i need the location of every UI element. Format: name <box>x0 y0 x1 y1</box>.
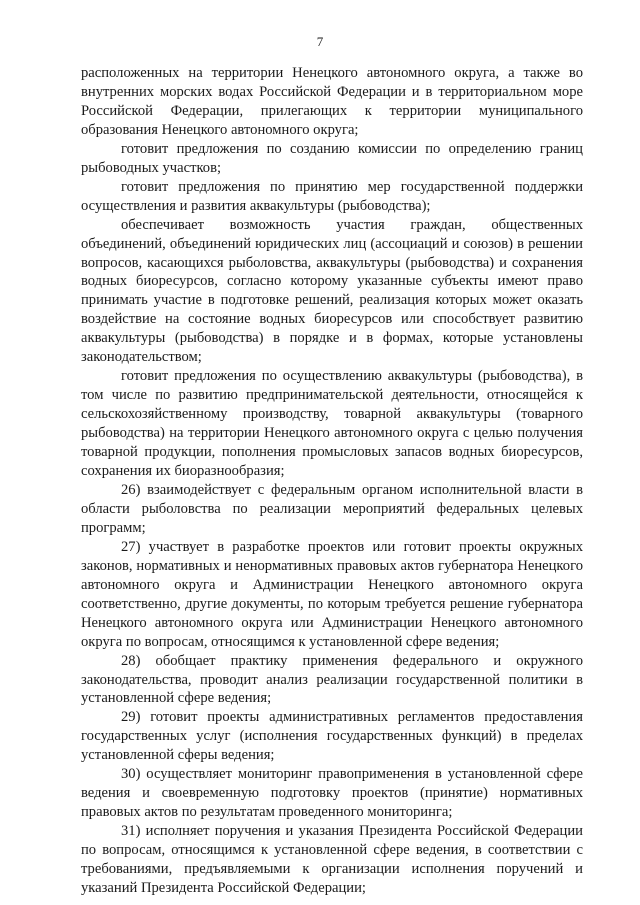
paragraph-item-27: 27) участвует в разработке проектов или готовит проекты окружных законов, нормативных и ненормативных правовых актов губернатора Ненецкого автономного округа и Администрации Ненецкого автономного округа соответственно, другие документы, по которым требуется решение губернатора Ненецкого автономного округа или Администрации Ненецкого автономного округа по вопросам, относящимся к установленной сфере ведения; <box>81 538 583 650</box>
paragraph-item-29: 29) готовит проекты административных регламентов предоставления государственных услуг (исполнения государственных функций) в пределах установленной сферы ведения; <box>81 709 583 764</box>
paragraph-state-support: готовит предложения по принятию мер государственной поддержки осуществления и развития аквакультуры (рыбоводства); <box>81 178 583 214</box>
paragraph-citizen-participation: обеспечивает возможность участия граждан, общественных объединений, объединений юридических лиц (ассоциаций и союзов) в решении вопросов, касающихся рыболовства, аквакультуры (рыбоводства) и сохранения водных биоресурсов, согласно которому указанные субъекты имеют право принимать участие в подготовке решений, реализация которых может оказать воздействие на состояние водных биоресурсов или способствует развитию аквакультуры (рыбоводства) в порядке и в формах, которые установлены законодательством; <box>81 216 583 366</box>
page-number: 7 <box>316 34 324 49</box>
paragraph-aquaculture-proposals: готовит предложения по осуществлению аквакультуры (рыбоводства), в том числе по развитию предпринимательской деятельности, относящейся к сельскохозяйственному производству, товарной аквакультуры (товарного рыбоводства) на территории Ненецкого автономного округа с целью получения товарной продукции, пополнения промысловых запасов водных биоресурсов, сохранения их биоразнообразия; <box>81 368 583 480</box>
paragraph-item-28: 28) обобщает практику применения федерального и окружного законодательства, проводит анализ реализации государственной политики в установленной сфере ведения; <box>81 652 583 707</box>
paragraph-item-31: 31) исполняет поручения и указания Президента Российской Федерации по вопросам, относящимся к установленной сфере ведения, в соответствии с требованиями, предъявляемыми к организации исполнения поручений и указаний Президента Российской Федерации; <box>81 823 583 896</box>
paragraph-continuation: расположенных на территории Ненецкого автономного округа, а также во внутренних морских водах Российской Федерации и в территориальном море Российской Федерации, прилегающих к территории муниципального образования Ненецкого автономного округа; <box>81 65 583 138</box>
paragraph-commission-proposals: готовит предложения по созданию комиссии по определению границ рыбоводных участков; <box>81 140 583 176</box>
paragraph-item-26: 26) взаимодействует с федеральным органом исполнительной власти в области рыболовства по реализации мероприятий федеральных целевых программ; <box>81 481 583 536</box>
paragraph-item-30: 30) осуществляет мониторинг правоприменения в установленной сфере ведения и своевременную подготовку проектов (принятие) нормативных правовых актов по результатам проведенного мониторинга; <box>81 766 583 821</box>
document-body <box>81 64 583 898</box>
